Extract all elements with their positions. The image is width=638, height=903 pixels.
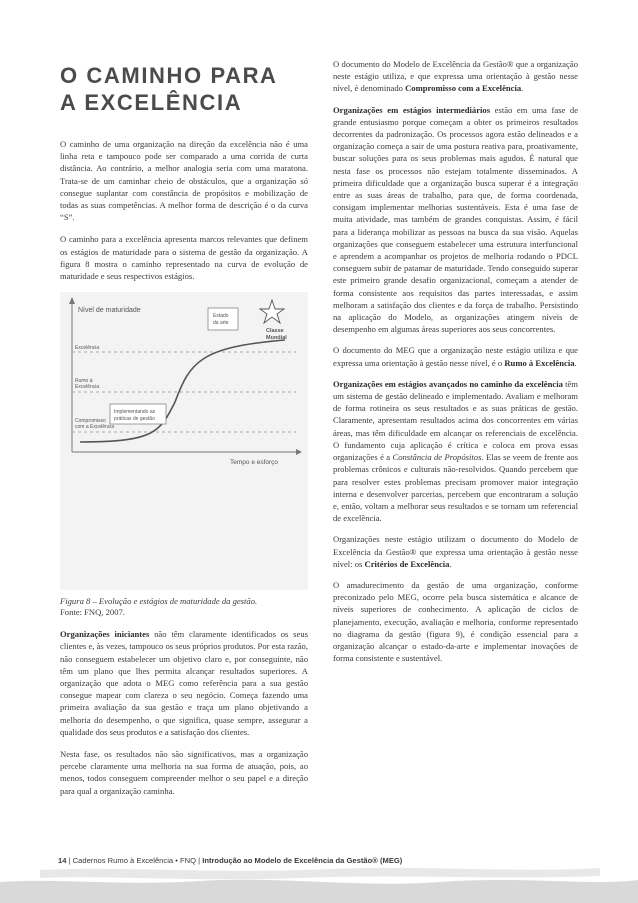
title-line-1: O CAMINHO PARA [60, 63, 278, 88]
level-excelencia-label: Excelência [75, 345, 100, 352]
left-paragraph-1: O caminho de uma organização na direção da excelência não é uma linha reta e tampouco pode ser comparado a uma corrida de curta distância. Ao contrário, a melhor analogia seria com uma maratona. Trata-se de um caminhar cheio de obstáculos, que a organização só consegue suplantar com constância de propósitos e mobilização de todas as suas competências. A melhor forma de descrição é o da curva “S”. [60, 139, 308, 223]
page-number: 14 [58, 856, 67, 865]
left-paragraph-3 [60, 628, 308, 738]
maturity-figure [60, 292, 308, 590]
right-paragraph-5 [333, 533, 578, 570]
right-paragraph-6: O amadurecimento da gestão de uma organização, conforme preconizado pelo MEG, ocorre pela busca sistemática e alcance de níveis superiores de conhecimento. A aplicação de ciclos de planejamento, execução, avaliação e melhoria, conforme representado no diagrama da gestão (figura 9), é condição essencial para a organização alcançar o estado-da-arte e implementar inovações de forma consistente e sustentável. [333, 579, 578, 664]
right-column [333, 58, 578, 673]
advanced-orgs-heading: Organizações em estágios avançados no caminho da excelência [333, 378, 563, 389]
right-paragraph-4 [333, 378, 578, 524]
level-compromisso-label-2: com a Excelência [75, 424, 115, 431]
advanced-orgs-italic: Constância de Propósitos [392, 452, 482, 463]
title-line-2: A EXCELÊNCIA [60, 90, 243, 115]
level-rumo-label-1: Rumo à [75, 378, 93, 385]
y-axis-arrow [69, 297, 75, 304]
page-footer [58, 856, 402, 865]
maturity-curve-diagram [60, 292, 308, 590]
initial-orgs-text: não têm claramente identificados os seus clientes e, às vezes, tampouco os seus próprios produtos. Por esta razão, não conseguem estabelecer um objetivo claro e, por conseguinte, não têm um plano que lhes permita alcançar resultados superiores. A organização que adota o MEG como referência para a sua gestão consegue mapear com clareza o seu negócio. Começa fazendo uma primeira avaliação da sua gestão e traça um plano objetivando a melhoria do desempenho, o que significa, quase sempre, assegurar a qualidade dos seus produtos e a satisfação dos clientes. [60, 629, 308, 737]
right-p1-end: . [521, 83, 524, 94]
footer-series: | Cadernos Rumo à Excelência • FNQ | [66, 856, 203, 865]
right-p5-end: . [449, 558, 452, 569]
initial-orgs-heading: Organizações iniciantes [60, 629, 150, 640]
y-axis-label: Nível de maturidade [78, 307, 141, 315]
intermediate-orgs-text: estão em uma fase de grande entusiasmo porque começam a obter os primeiros resultados decorrentes da padronização. Os processos agora estão delineados e a organização começa a sair de uma postura reativa para, proativamente, buscar soluções para os seus problemas mais agudos. É natural que nesta fase os processos não estejam totalmente disseminados. A primeira dificuldade que a organização busca superar é a integração entre as suas áreas de trabalho, para que, de forma coordenada, consigam implementar melhorias sustentáveis. Esta é uma fase de muita atividade, mas também de grandes conquistas. Assim, é fácil para a liderança mobilizar as pessoas na busca da sua visão. Aquelas organizações que conseguem estabelecer uma estrutura interfuncional e aprendem a acompanhar os projetos de melhoria rodando o PDCL conseguem subir de patamar de maturidade. Tendo conseguido superar este primeiro grande desafio organizacional, começam a atender de forma consistente aos requisitos das partes interessadas, e assim melhoram a satisfação dos clientes e da força de trabalho. Persistindo na aplicação do Modelo, as organizações atingem níveis de desempenho em algumas áreas superiores aos seus concorrentes. [333, 104, 579, 335]
level-compromisso-label-1: Compromisso [75, 418, 106, 425]
right-p3-bold: Rumo à Excelência [504, 357, 575, 368]
star-icon [260, 300, 284, 323]
state-art-label-1: Estado [213, 313, 229, 320]
world-class-label-2: Mundial [266, 335, 287, 342]
right-p3-end: . [574, 357, 577, 368]
right-paragraph-1 [333, 58, 578, 95]
footer-title: Introdução ao Modelo de Excelência da Gestão® (MEG) [202, 856, 403, 865]
world-class-label-1: Classe [266, 328, 284, 335]
implemented-label-1: Implementando as [114, 409, 156, 416]
intermediate-orgs-heading: Organizações em estágios intermediários [333, 104, 491, 115]
level-rumo-label-2: Excelência [75, 384, 100, 391]
advanced-orgs-text: têm um sistema de gestão delineado e implementado. Avaliam e melhoram de forma rotineira os seus resultados e as suas práticas de gestão. Claramente, apresentam resultados acima dos concorrentes em várias áreas, mas têm dificuldade em alcançar os referenciais de excelência. O fundamento cuja aplicação é crítica e coloca em prova essas organizações é a [333, 378, 578, 463]
x-axis-arrow [296, 449, 302, 455]
advanced-orgs-end: . Elas se veem de frente aos problemas crônicos e culturais não-resolvidos. Quando percebem que para resolver estes problemas precisam promover maior integração interna e desenvolver parcerias, percebem que encontraram a solução e, então, voltam a melhorar seus resultados e se tornam um referencial de excelência. [333, 452, 579, 524]
right-p1-text: O documento do Modelo de Excelência da Gestão® que a organização neste estágio utiliza, e que expressa uma orientação à gestão nesse nível, é denominado [333, 59, 578, 94]
state-of-art-box [208, 308, 238, 330]
right-paragraph-2 [333, 104, 578, 336]
right-paragraph-3 [333, 344, 578, 368]
x-axis-label: Tempo e esforço [230, 459, 279, 467]
page-title [60, 62, 308, 116]
right-p5-bold: Critérios de Excelência [364, 558, 450, 569]
right-p1-bold: Compromisso com a Excelência [405, 83, 522, 94]
left-paragraph-2: O caminho para a excelência apresenta marcos relevantes que definem os estágios de maturidade para o sistema de gestão da organização. A figura 8 mostra o caminho representado na curva de evolução de maturidade e seus respectivos estágios. [60, 234, 308, 282]
right-p5-text: Organizações neste estágio utilizam o documento do Modelo de Excelência da Gestão® que expressa uma orientação à gestão nesse nível: os [333, 534, 578, 569]
figure-caption: Figura 8 – Evolução e estágios de maturidade da gestão. [60, 596, 258, 607]
state-art-label-2: da arte [213, 320, 229, 327]
left-column [60, 58, 308, 807]
implemented-label-2: práticas de gestão [114, 416, 155, 423]
left-paragraph-4: Nesta fase, os resultados não são significativos, mas a organização percebe claramente uma melhoria na sua forma de atuação, pois, ao menos, todos conseguem compreender melhor o seu papel e a direção para qual a organização caminha. [60, 749, 308, 796]
figure-source: Fonte: FNQ, 2007. [60, 607, 125, 618]
right-p3-text: O documento do MEG que a organização neste estágio utiliza e que expressa uma orientação à gestão nesse nível, é o [333, 345, 578, 368]
